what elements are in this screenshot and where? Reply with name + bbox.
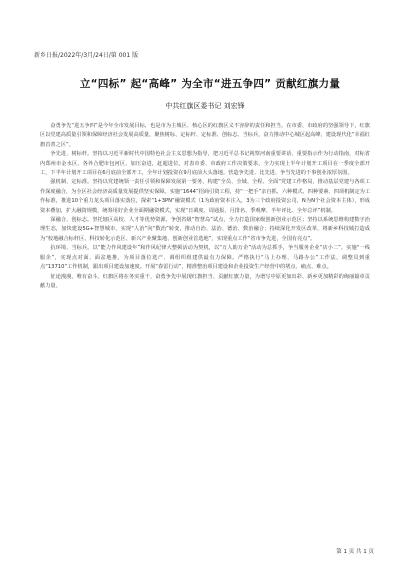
page-number: 第 1 页 共 1 页 — [336, 549, 374, 555]
paragraph: 抗环境、当标兵。以“能力作风建设年”和作风纪律大整顿活动为契机，以“万人助万企”活动为总抓手，争当服务企业“店小二”，实施“一线服企”，实现点对面、面盆地推，为项目落位选产、调组织组建供最有力保障。严格执行“马上办理、马路办公”工作法，调整员到重点“13710”工作机制，跟出项目建设加速度。开展“春雷行动”，精准整治项目建设和企业投资生产经营中的堵点、痛点、难点。 — [40, 245, 370, 271]
article-author: 中共红旗区委书记 刘宏锋 — [165, 102, 245, 110]
article-title: 立“四标” 起“高峰” 为全市“进五争四” 贡献红旗力量 — [79, 78, 341, 90]
article-body — [40, 122, 370, 291]
paragraph: 深融合、创标志。坚托辖区高校、人才等优势资源，争创省级“智慧岛”试点，全力打造国家级创新创业示范区；坚持以系统思维构建数字治理生态，加快建设5G+智慧城市，实现“人治”向“数治”转变，推动自治、法治、德治、数治融合；持续深化开发区改革，将新乡科技城打造成为“校地融合标杆区、科技转化示范区、新兴产业聚集地、创新创业首选地”，实现重点工作“省市争先进，全国有亮点”。 — [40, 217, 370, 242]
paragraph: 强机制、定标准。坚持以党建统领一责任引领和保障发展第一要务，构建“全员、全域、全程、全面”党建工作格局，推动基层党建与各项工作深度融合，为全区社会经济高质量发展提供坚实保障。实施“1644”招商引资工程，持“一把手”亲自抓、六种模式、四种要素、四项机制定为工作标准，推进10个重力龙头项目落实落位，探索“1+3PN”融资模式（1为政府资本注入，3为三个政府投资公司，N为N个社会资本主体），形成资本叠加，扩大融资规模，统筹用好企业全面期融资模式，实现“日调度、周通报、月排名、季观摩、半年评比、全年总评”机制。 — [40, 179, 371, 214]
paragraph: 奋勇争先“进五争四”是今年全市发展目标，也是市为主城区、核心区的红旗区义不容辞的责任和担当。在市委、市政府的坚强领导下，红旗区以党建高质量引领和保障经济社会发展高质量，聚焦树标、定标杆、定标准、创标志、当标兵，奋力推动中心城区起高峰，建设现代化“幸福红旗首善之区”。 — [40, 123, 370, 148]
source-line: 新乡日报/2022年/3月/24日/第 001 版 — [34, 52, 139, 59]
paragraph: 征途漫漫，唯有奋斗。红旗区将在务实重干、奋勇争先中展现红旗担当、贡献红旗力量，为谱写中原更加出彩、新乡更加精彩的绚丽篇章贡献力量。 — [40, 273, 370, 289]
paragraph: 争先进、树标杆。坚持以习近平新时代中国特色社会主义思想为指导，把习近平总书记视察河南重要讲话、重要指示作为行动指南，对标省内郑州市金水区、各外合肥市包河区，加压奋进，赶超进位。对表市委、市政府工作决策要求，全力实现上半年计划开工项目在一季度全部开工，下半年计划开工项目在6月底前全部开工，全年计划投资在9月底前大头落地。营造争先进、比先进、争当先进的干事创业浓厚氛围。 — [40, 151, 370, 177]
